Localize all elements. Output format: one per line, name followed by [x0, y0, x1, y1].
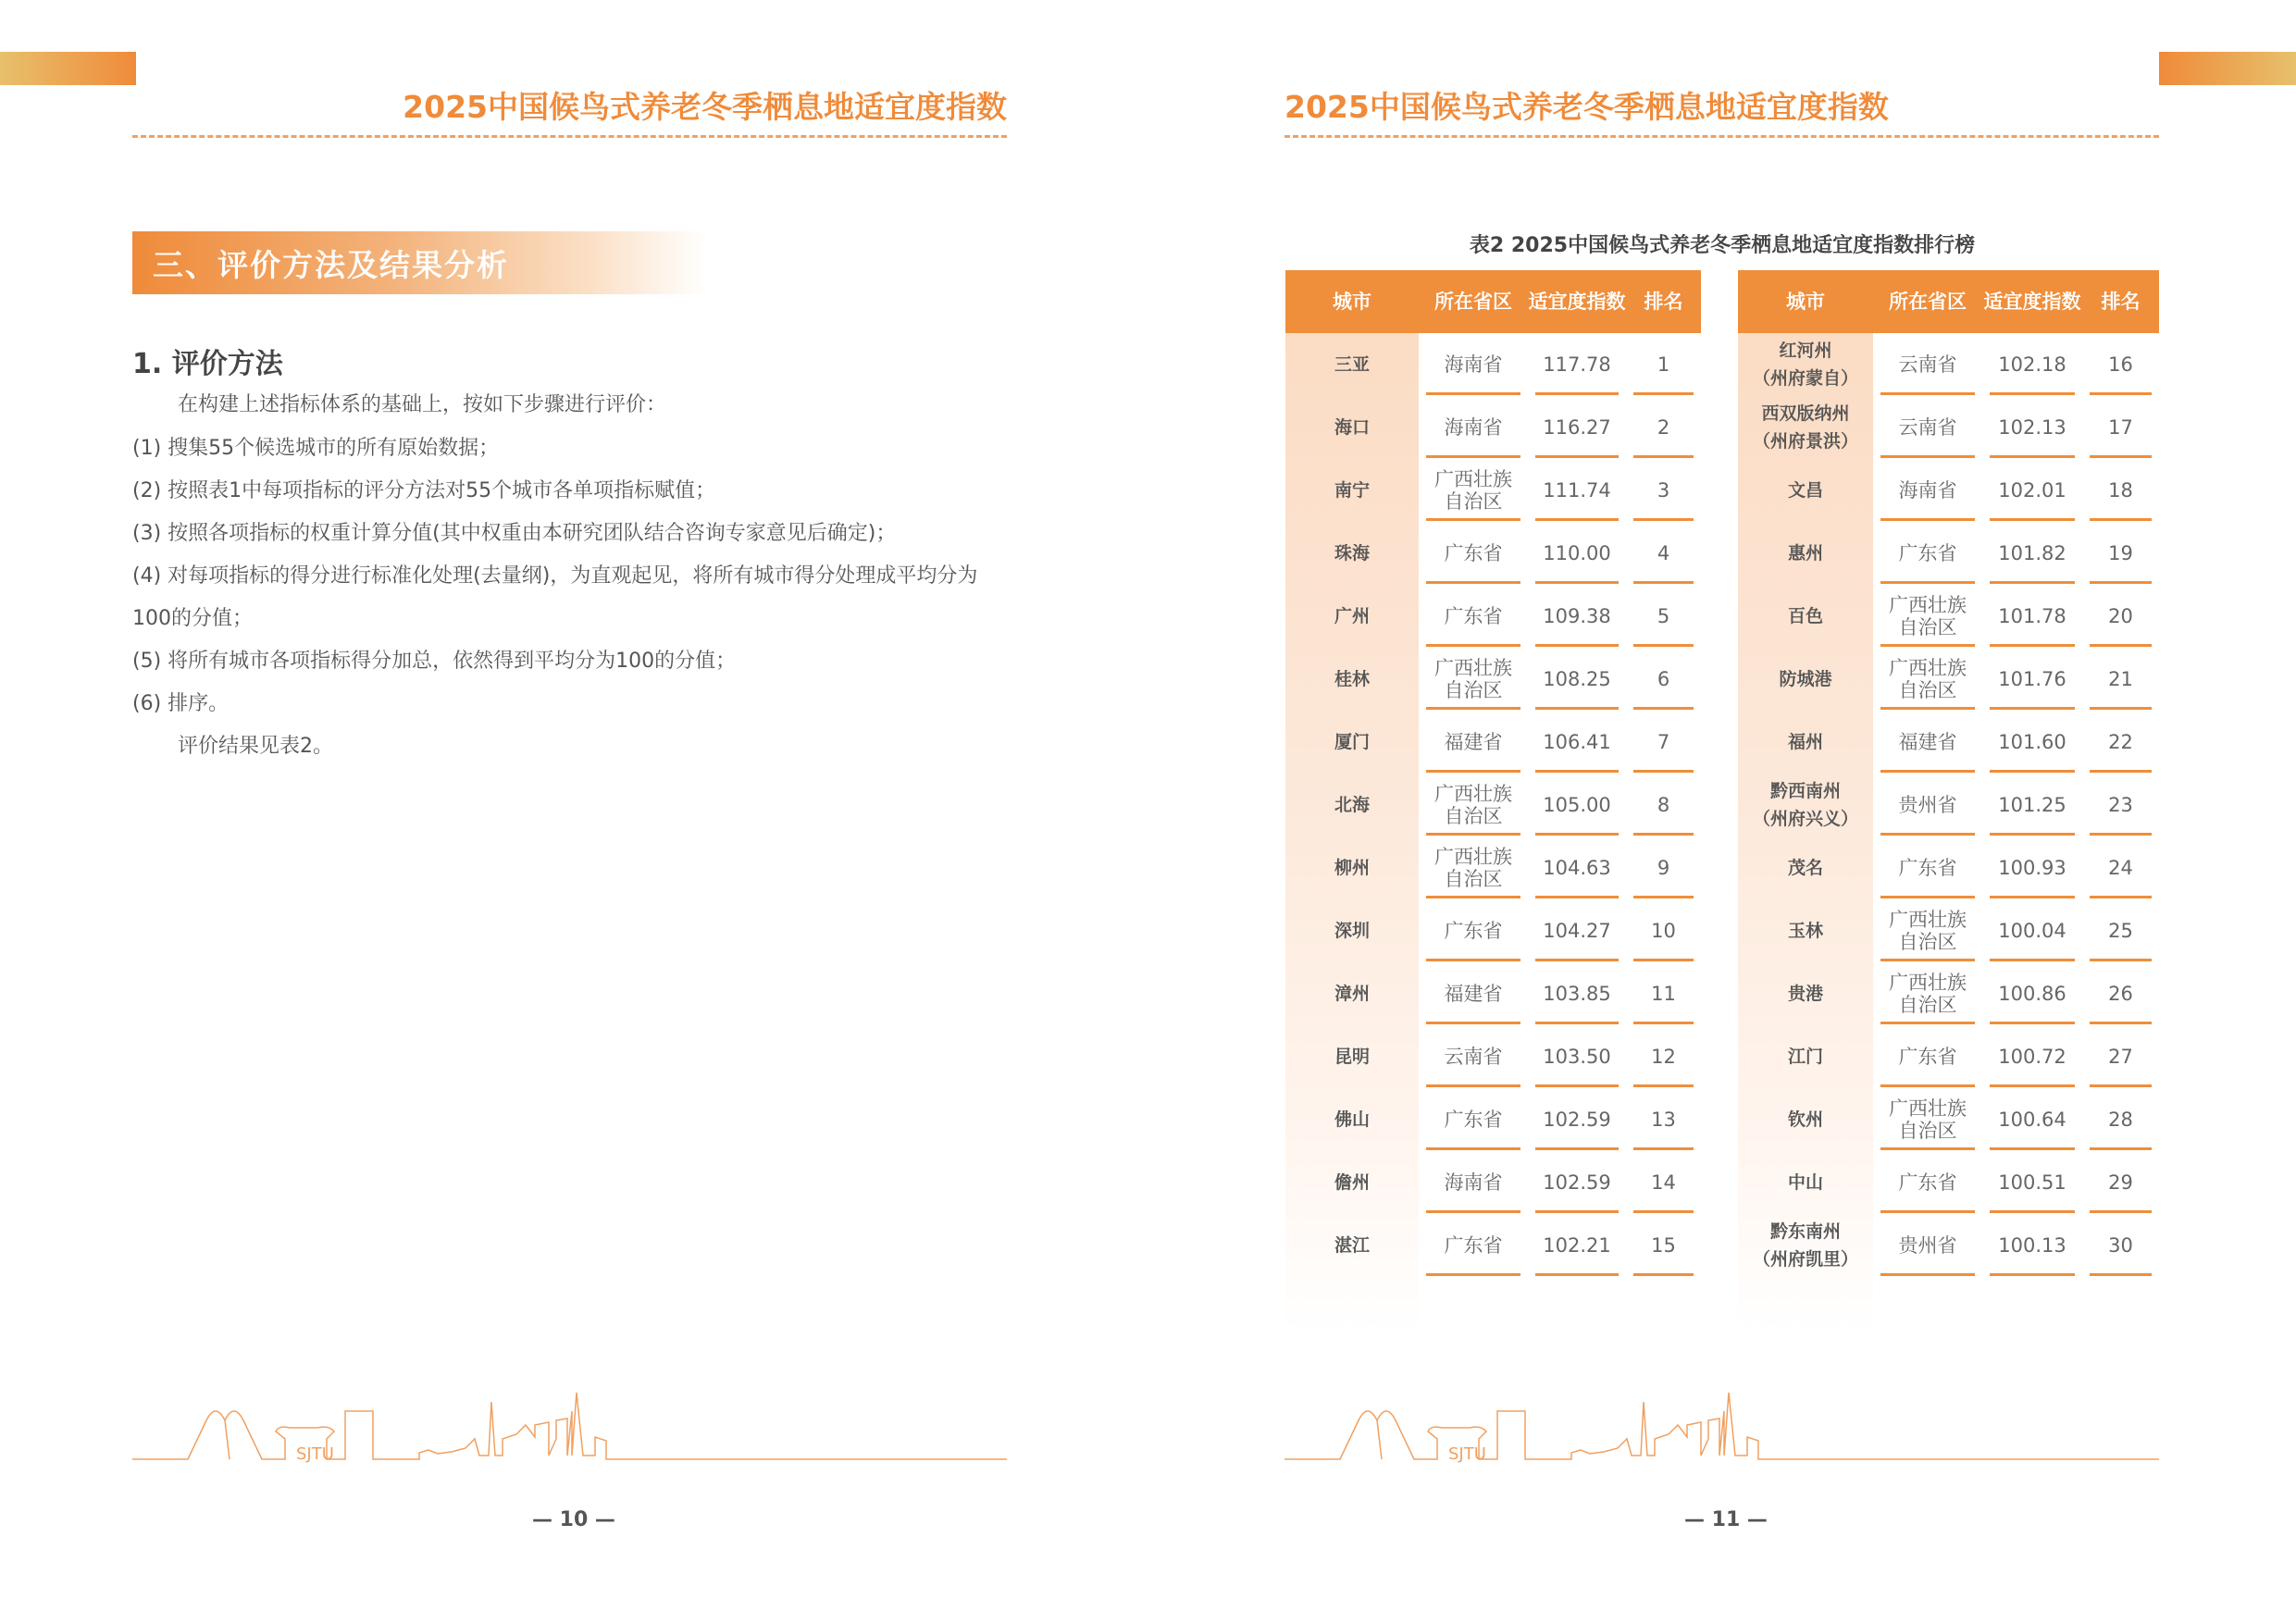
cell-rank: 24 [2082, 836, 2159, 899]
table-row [1738, 333, 2159, 396]
table-row [1285, 774, 1701, 836]
table-tail-spacer [1738, 1277, 2159, 1332]
cell-province: 广西壮族 自治区 [1419, 836, 1528, 899]
cell-index: 108.25 [1528, 648, 1626, 711]
header-city: 城市 [1786, 291, 1825, 313]
cell-province: 广西壮族 自治区 [1873, 648, 1982, 711]
cell-province: 广东省 [1419, 899, 1528, 962]
subsection-title: 1. 评价方法 [132, 348, 283, 380]
cell-province: 广东省 [1419, 585, 1528, 648]
table-row [1285, 396, 1701, 459]
cell-rank: 6 [1626, 648, 1701, 711]
table-row [1285, 585, 1701, 648]
cell-province: 广西壮族 自治区 [1873, 585, 1982, 648]
cell-province: 广西壮族 自治区 [1873, 962, 1982, 1025]
cell-city: 漳州 [1334, 984, 1370, 1004]
cell-city: 玉林 [1787, 921, 1823, 941]
cell-province: 广东省 [1419, 1088, 1528, 1151]
cell-province: 广西壮族 自治区 [1419, 459, 1528, 522]
cell-index: 102.21 [1528, 1214, 1626, 1277]
cell-city: 百色 [1787, 606, 1823, 626]
cell-province: 云南省 [1419, 1025, 1528, 1088]
cell-rank: 13 [1626, 1088, 1701, 1151]
table-row [1285, 962, 1701, 1025]
cell-index: 101.82 [1982, 522, 2082, 585]
page-number-left: — 10 — [532, 1508, 615, 1531]
cell-rank: 17 [2082, 396, 2159, 459]
cell-rank: 19 [2082, 522, 2159, 585]
section-title: 三、评价方法及结果分析 [153, 246, 509, 283]
cell-city: 防城港 [1779, 669, 1832, 689]
cell-index: 110.00 [1528, 522, 1626, 585]
cell-rank: 4 [1626, 522, 1701, 585]
cell-index: 104.27 [1528, 899, 1626, 962]
cell-index: 102.59 [1528, 1151, 1626, 1214]
cell-index: 106.41 [1528, 711, 1626, 774]
section-banner [132, 231, 706, 294]
cell-city: 黔西南州 （州府兴义） [1752, 781, 1858, 829]
cell-city: 文昌 [1787, 480, 1823, 501]
cell-province: 广东省 [1419, 522, 1528, 585]
step-6: (6) 排序。 [132, 692, 230, 715]
cell-city: 三亚 [1334, 354, 1370, 375]
cell-city: 海口 [1334, 417, 1370, 438]
svg-text:SJTU: SJTU [296, 1444, 334, 1464]
cell-province: 广西壮族 自治区 [1873, 899, 1982, 962]
running-title-left: 2025中国候鸟式养老冬季栖息地适宜度指数 [403, 89, 1007, 125]
cell-province: 广西壮族 自治区 [1873, 1088, 1982, 1151]
table-row [1285, 836, 1701, 899]
conclusion-paragraph: 评价结果见表2。 [178, 735, 333, 758]
cell-province: 云南省 [1873, 333, 1982, 396]
cell-province: 云南省 [1873, 396, 1982, 459]
step-4-continued: 100的分值； [132, 607, 253, 630]
cell-index: 101.76 [1982, 648, 2082, 711]
cell-rank: 8 [1626, 774, 1701, 836]
ranking-table-right [1738, 270, 2159, 1332]
cell-rank: 11 [1626, 962, 1701, 1025]
cell-index: 111.74 [1528, 459, 1626, 522]
cell-city: 茂名 [1787, 858, 1823, 878]
cell-index: 100.04 [1982, 899, 2082, 962]
cell-rank: 23 [2082, 774, 2159, 836]
cell-province: 广东省 [1419, 1214, 1528, 1277]
table-row [1285, 711, 1701, 774]
table-row [1285, 1025, 1701, 1088]
table-body-right [1738, 333, 2159, 1332]
cell-province: 海南省 [1419, 396, 1528, 459]
cell-city: 钦州 [1787, 1109, 1823, 1130]
table-row [1738, 1151, 2159, 1214]
cell-index: 100.93 [1982, 836, 2082, 899]
header-dashed-divider-left [132, 135, 1007, 138]
table-row [1738, 774, 2159, 836]
table-row [1285, 1214, 1701, 1277]
step-1: (1) 搜集55个候选城市的所有原始数据； [132, 437, 500, 460]
cell-rank: 5 [1626, 585, 1701, 648]
cell-province: 福建省 [1419, 962, 1528, 1025]
cell-city: 昆明 [1334, 1047, 1370, 1067]
cell-index: 102.13 [1982, 396, 2082, 459]
table-body-left [1285, 333, 1701, 1332]
table-row [1285, 333, 1701, 396]
cell-rank: 3 [1626, 459, 1701, 522]
cell-index: 100.72 [1982, 1025, 2082, 1088]
header-city: 城市 [1333, 291, 1371, 313]
step-4: (4) 对每项指标的得分进行标准化处理(去量纲)，为直观起见，将所有城市得分处理成平均分为 [132, 564, 978, 588]
cell-index: 104.63 [1528, 836, 1626, 899]
step-2: (2) 按照表1中每项指标的评分方法对55个城市各单项指标赋值； [132, 479, 716, 502]
cell-city: 儋州 [1334, 1172, 1370, 1193]
cell-rank: 20 [2082, 585, 2159, 648]
cell-city: 珠海 [1334, 543, 1370, 564]
cell-index: 101.78 [1982, 585, 2082, 648]
cell-province: 广东省 [1873, 522, 1982, 585]
cell-rank: 21 [2082, 648, 2159, 711]
cell-province: 广西壮族 自治区 [1419, 774, 1528, 836]
table-row [1285, 459, 1701, 522]
cell-city: 江门 [1787, 1047, 1823, 1067]
cell-rank: 12 [1626, 1025, 1701, 1088]
cell-index: 100.51 [1982, 1151, 2082, 1214]
cell-index: 117.78 [1528, 333, 1626, 396]
cell-province: 广东省 [1873, 836, 1982, 899]
cell-rank: 7 [1626, 711, 1701, 774]
cell-province: 海南省 [1419, 1151, 1528, 1214]
table-row [1738, 522, 2159, 585]
cell-city: 贵港 [1787, 984, 1823, 1004]
table-row [1285, 1088, 1701, 1151]
table-row [1738, 962, 2159, 1025]
table-row [1738, 899, 2159, 962]
cell-city: 黔东南州 （州府凯里） [1752, 1221, 1858, 1270]
header-accent-tab-left [0, 52, 136, 85]
city-skyline-illustration-right [1285, 1383, 2159, 1476]
cell-rank: 14 [1626, 1151, 1701, 1214]
table-row [1738, 1088, 2159, 1151]
header-rank: 排名 [1644, 291, 1683, 313]
cell-index: 100.13 [1982, 1214, 2082, 1277]
table-row [1285, 899, 1701, 962]
cell-province: 广东省 [1873, 1025, 1982, 1088]
table-tail-spacer [1285, 1277, 1701, 1332]
table-row [1738, 396, 2159, 459]
cell-index: 100.86 [1982, 962, 2082, 1025]
table-row [1285, 522, 1701, 585]
table-row [1285, 1151, 1701, 1214]
cell-index: 116.27 [1528, 396, 1626, 459]
page-number-right: — 11 — [1684, 1508, 1768, 1531]
running-title-right: 2025中国候鸟式养老冬季栖息地适宜度指数 [1285, 89, 1889, 125]
cell-rank: 15 [1626, 1214, 1701, 1277]
table-row [1738, 459, 2159, 522]
cell-rank: 22 [2082, 711, 2159, 774]
cell-city: 桂林 [1334, 669, 1370, 689]
header-accent-tab-right [2159, 52, 2296, 85]
cell-province: 广东省 [1873, 1151, 1982, 1214]
cell-index: 100.64 [1982, 1088, 2082, 1151]
cell-province: 贵州省 [1873, 1214, 1982, 1277]
header-index: 适宜度 指数 [1528, 291, 1626, 313]
header-province: 所在省区 [1889, 291, 1967, 313]
header-rank: 排名 [2101, 291, 2141, 313]
cell-rank: 29 [2082, 1151, 2159, 1214]
cell-rank: 27 [2082, 1025, 2159, 1088]
table-header [1285, 270, 1701, 333]
cell-city: 中山 [1787, 1172, 1823, 1193]
cell-city: 惠州 [1787, 543, 1823, 564]
table-row [1738, 711, 2159, 774]
cell-index: 103.50 [1528, 1025, 1626, 1088]
header-index: 适宜度 指数 [1983, 291, 2081, 313]
header-dashed-divider-right [1285, 135, 2159, 138]
cell-rank: 10 [1626, 899, 1701, 962]
cell-city: 红河州 （州府蒙自） [1752, 341, 1858, 389]
cell-index: 102.18 [1982, 333, 2082, 396]
cell-province: 福建省 [1873, 711, 1982, 774]
cell-rank: 16 [2082, 333, 2159, 396]
table-header [1738, 270, 2159, 333]
cell-city: 湛江 [1334, 1235, 1370, 1256]
step-5: (5) 将所有城市各项指标得分加总，依然得到平均分为100的分值； [132, 650, 737, 673]
cell-province: 广西壮族 自治区 [1419, 648, 1528, 711]
cell-index: 109.38 [1528, 585, 1626, 648]
header-province: 所在省区 [1434, 291, 1512, 313]
cell-index: 101.60 [1982, 711, 2082, 774]
cell-rank: 2 [1626, 396, 1701, 459]
cell-city: 西双版纳州 （州府景洪） [1752, 403, 1858, 452]
cell-city: 南宁 [1334, 480, 1370, 501]
table-row [1738, 1214, 2159, 1277]
cell-index: 102.01 [1982, 459, 2082, 522]
cell-rank: 28 [2082, 1088, 2159, 1151]
cell-city: 北海 [1334, 795, 1370, 815]
cell-city: 深圳 [1334, 921, 1370, 941]
cell-rank: 9 [1626, 836, 1701, 899]
step-3: (3) 按照各项指标的权重计算分值(其中权重由本研究团队结合咨询专家意见后确定)； [132, 522, 897, 545]
city-skyline-illustration-left [132, 1383, 1007, 1476]
cell-city: 广州 [1334, 606, 1370, 626]
table-row [1738, 836, 2159, 899]
table-row [1738, 648, 2159, 711]
cell-province: 贵州省 [1873, 774, 1982, 836]
table-row [1285, 648, 1701, 711]
table-row [1738, 585, 2159, 648]
cell-rank: 25 [2082, 899, 2159, 962]
cell-rank: 18 [2082, 459, 2159, 522]
cell-province: 福建省 [1419, 711, 1528, 774]
ranking-table-left [1285, 270, 1701, 1332]
cell-index: 105.00 [1528, 774, 1626, 836]
cell-index: 102.59 [1528, 1088, 1626, 1151]
cell-city: 柳州 [1334, 858, 1370, 878]
cell-index: 101.25 [1982, 774, 2082, 836]
cell-index: 103.85 [1528, 962, 1626, 1025]
svg-text:SJTU: SJTU [1448, 1444, 1486, 1464]
table-row [1738, 1025, 2159, 1088]
cell-rank: 1 [1626, 333, 1701, 396]
cell-rank: 26 [2082, 962, 2159, 1025]
cell-city: 佛山 [1334, 1109, 1370, 1130]
intro-paragraph: 在构建上述指标体系的基础上，按如下步骤进行评价： [178, 393, 667, 416]
cell-province: 海南省 [1873, 459, 1982, 522]
table-caption: 表2 2025中国候鸟式养老冬季栖息地适宜度指数排行榜 [1469, 234, 1976, 257]
cell-city: 福州 [1787, 732, 1823, 752]
cell-city: 厦门 [1334, 732, 1370, 752]
cell-rank: 30 [2082, 1214, 2159, 1277]
cell-province: 海南省 [1419, 333, 1528, 396]
